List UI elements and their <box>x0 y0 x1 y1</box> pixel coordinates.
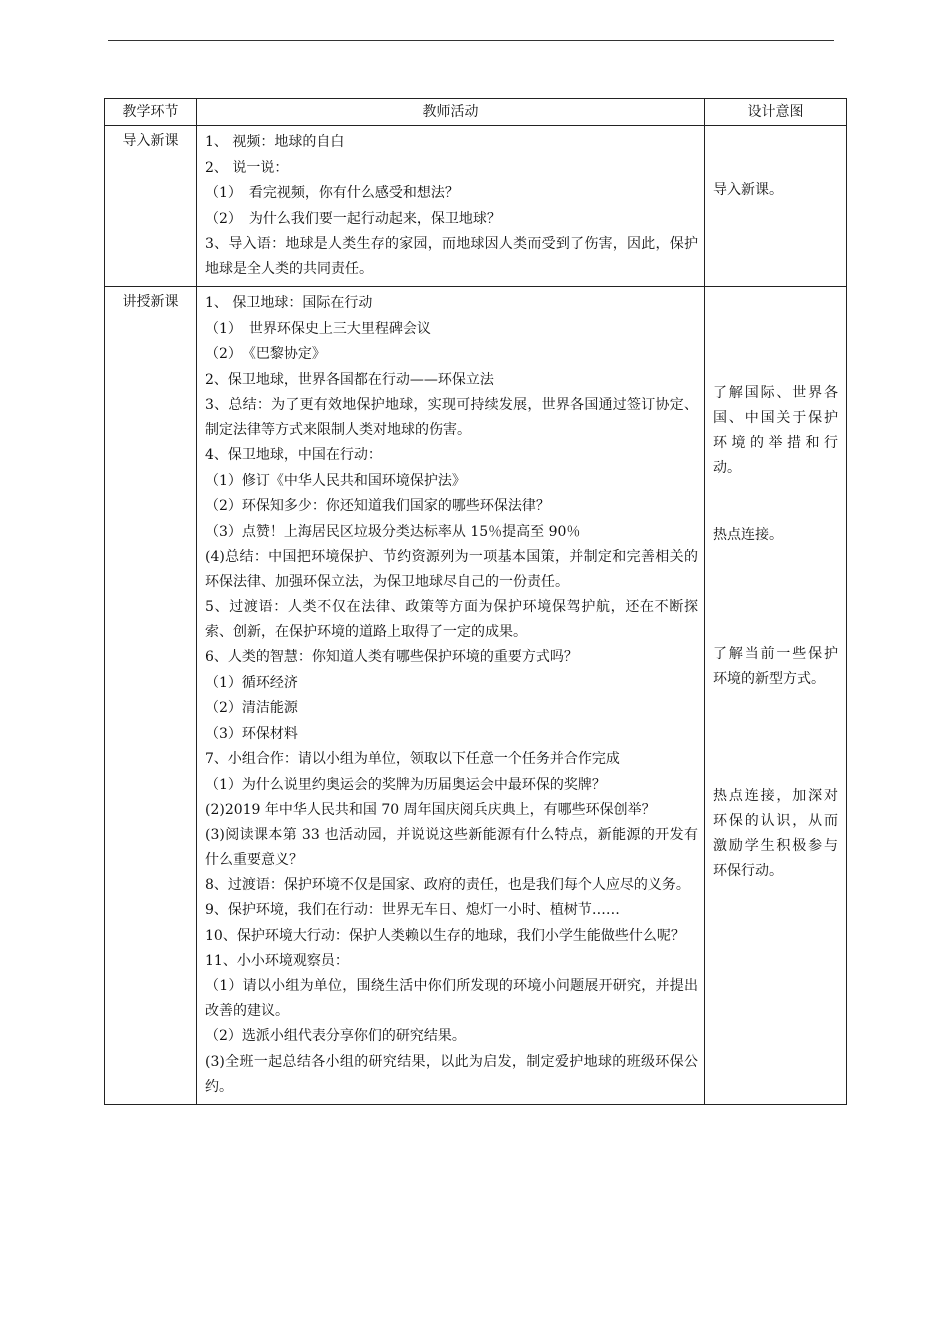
activity-line: （1） 看完视频，你有什么感受和想法？ <box>205 185 459 201</box>
activity-line: （2）选派小组代表分享你们的研究结果。 <box>205 1028 466 1044</box>
header-design-intent: 设计意图 <box>705 99 847 126</box>
lesson-plan-table <box>104 98 847 1105</box>
activity-line: （2）清洁能源 <box>205 700 298 716</box>
intent-text: 了解国际、世界各国、中国关于保护环境的举措和行动。 <box>713 385 838 476</box>
intent-text: 热点连接。 <box>713 527 783 543</box>
activity-line: （3）点赞！上海居民区垃圾分类达标率从 15％提高至 90％ <box>205 523 581 540</box>
stage-cell: 讲授新课 <box>105 287 197 1105</box>
activity-line: （1）循环经济 <box>205 674 298 691</box>
activity-line: （2） 为什么我们要一起行动起来，保卫地球？ <box>205 210 501 227</box>
activity-line: 9、保护环境，我们在行动：世界无车日、熄灯一小时、植树节…… <box>205 902 620 918</box>
activity-line: 1、 保卫地球：国际在行动 <box>205 295 373 311</box>
activity-line: (3)阅读课本第 33 也活动园，并说说这些新能源有什么特点，新能源的开发有什么重要意义？ <box>205 827 698 868</box>
header-rule <box>108 40 834 41</box>
activity-line: 5、过渡语：人类不仅在法律、政策等方面为保护环境保驾护航，还在不断探索、创新，在保护环境的道路上取得了一定的成果。 <box>205 599 698 640</box>
header-stage: 教学环节 <box>105 99 197 126</box>
activity-line: 2、保卫地球，世界各国都在行动——环保立法 <box>205 371 494 388</box>
intent-text: 热点连接，加深对环保的认识，从而激励学生积极参与环保行动。 <box>713 788 838 879</box>
table-row-intro <box>105 126 847 287</box>
activity-line: （1）为什么说里约奥运会的奖牌为历届奥运会中最环保的奖牌？ <box>205 776 606 793</box>
table-row-teaching <box>105 287 847 1105</box>
activity-line: 3、导入语：地球是人类生存的家园，而地球因人类而受到了伤害，因此，保护地球是全人类的共同责任。 <box>205 236 698 277</box>
activity-line: 8、过渡语：保护环境不仅是国家、政府的责任，也是我们每个人应尽的义务。 <box>205 877 690 893</box>
activity-line: （3）环保材料 <box>205 725 298 742</box>
activities-cell <box>197 126 705 287</box>
activity-line: （1）请以小组为单位，围绕生活中你们所发现的环境小问题展开研究，并提出改善的建议。 <box>205 978 698 1019</box>
activity-line: 1、 视频：地球的自白 <box>205 134 345 150</box>
activity-line: 10、保护环境大行动：保护人类赖以生存的地球，我们小学生能做些什么呢？ <box>205 927 685 944</box>
activity-line: 4、保卫地球，中国在行动： <box>205 447 382 463</box>
activity-line: 2、 说一说： <box>205 159 289 176</box>
activities-cell <box>197 287 705 1105</box>
activity-line: （2）环保知多少：你还知道我们国家的哪些环保法律？ <box>205 498 550 514</box>
intent-cell <box>705 287 847 1105</box>
header-teacher-activity: 教师活动 <box>197 99 705 126</box>
activity-line: (2)2019 年中华人民共和国 70 周年国庆阅兵庆典上，有哪些环保创举？ <box>205 802 656 818</box>
table-header-row <box>105 99 847 126</box>
activity-line: 3、总结：为了更有效地保护地球，实现可持续发展，世界各国通过签订协定、制定法律等方式来限制人类对地球的伤害。 <box>205 397 698 438</box>
activity-line: 6、人类的智慧：你知道人类有哪些保护环境的重要方式吗？ <box>205 649 578 665</box>
intent-text: 了解当前一些保护环境的新型方式。 <box>713 646 838 687</box>
intent-text: 导入新课。 <box>713 182 783 198</box>
activity-line: （1）修订《中华人民共和国环境保护法》 <box>205 472 466 489</box>
activity-line: （2） 《巴黎协定》 <box>205 346 326 362</box>
stage-cell: 导入新课 <box>105 126 197 287</box>
activity-line: (3)全班一起总结各小组的研究结果，以此为启发，制定爱护地球的班级环保公约。 <box>205 1053 698 1095</box>
activity-line: （1） 世界环保史上三大里程碑会议 <box>205 320 431 337</box>
activity-line: 7、小组合作：请以小组为单位，领取以下任意一个任务并合作完成 <box>205 751 620 767</box>
intent-cell <box>705 126 847 287</box>
activity-line: 11、小小环境观察员： <box>205 952 349 969</box>
activity-line: (4)总结：中国把环境保护、节约资源列为一项基本国策，并制定和完善相关的环保法律、加强环保立法，为保卫地球尽自己的一份责任。 <box>205 549 698 590</box>
